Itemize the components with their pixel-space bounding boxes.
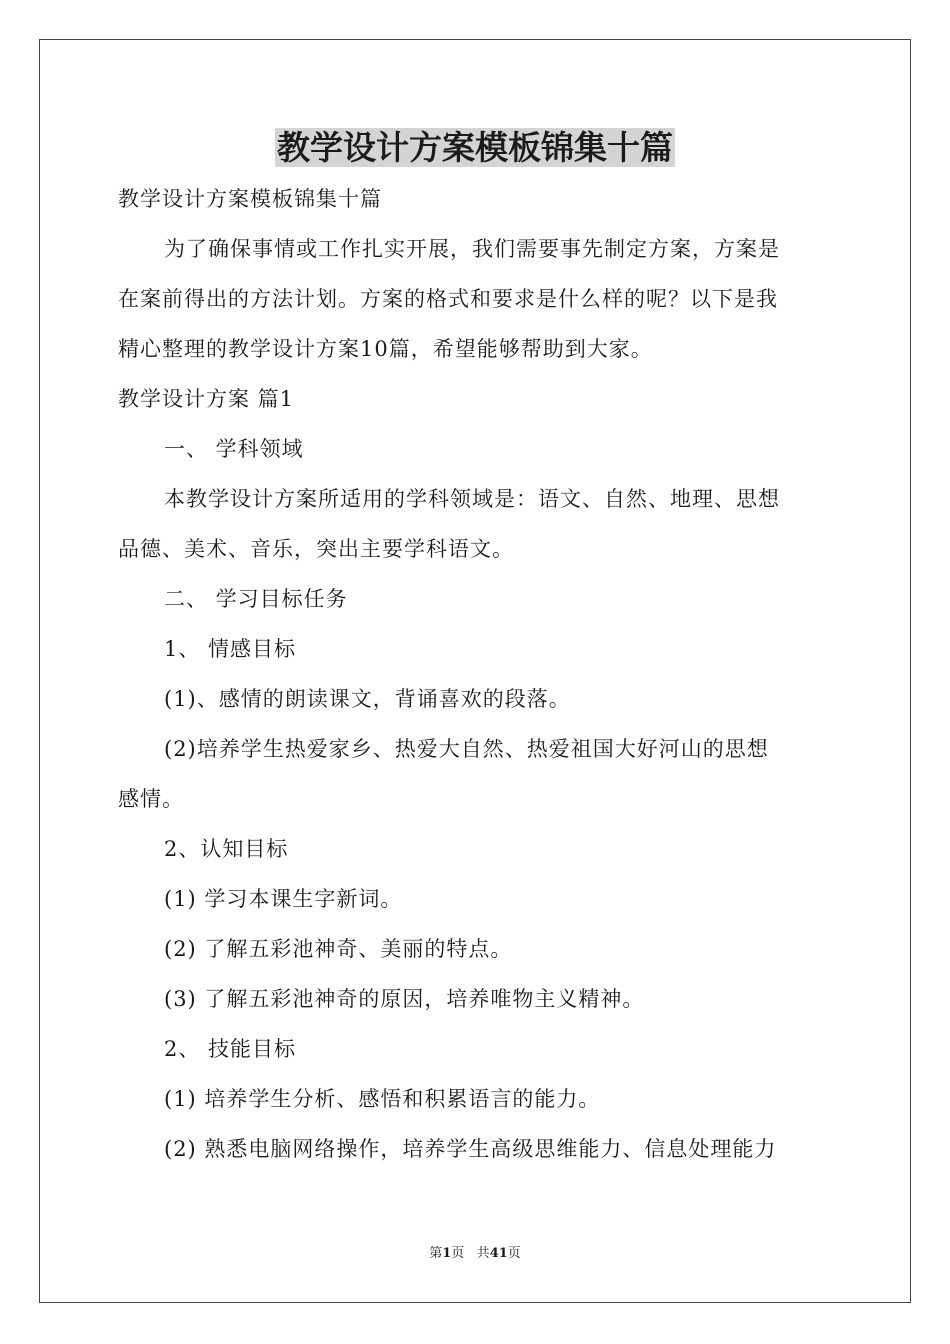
footer-total-prefix: 共 xyxy=(476,1246,490,1261)
heading-learning-goals: 二、 学习目标任务 xyxy=(164,587,348,611)
heading-skill-goals: 2、 技能目标 xyxy=(164,1037,297,1061)
heading-cognitive-goals: 2、认知目标 xyxy=(164,837,289,861)
list-item: (3) 了解五彩池神奇的原因，培养唯物主义精神。 xyxy=(164,987,645,1011)
footer-page-prefix: 第 xyxy=(429,1246,443,1261)
heading-subject-area: 一、 学科领域 xyxy=(164,437,304,461)
document-title-text: 教学设计方案模板锦集十篇 xyxy=(277,128,673,167)
list-item: (1) 学习本课生字新词。 xyxy=(164,887,403,911)
intro-line-2: 在案前得出的方法计划。方案的格式和要求是什么样的呢？以下是我 xyxy=(118,287,778,311)
paragraph-subject-line-2: 品德、美术、音乐，突出主要学科语文。 xyxy=(118,537,514,561)
list-item-continuation: 感情。 xyxy=(118,787,184,811)
document-title xyxy=(0,126,950,170)
subtitle-line: 教学设计方案模板锦集十篇 xyxy=(118,187,382,211)
footer-page-suffix: 页 xyxy=(451,1246,465,1261)
footer-page-number: 1 xyxy=(442,1246,452,1261)
footer-total-pages: 41 xyxy=(489,1246,508,1261)
section-heading: 教学设计方案 篇1 xyxy=(118,387,295,411)
intro-line-1: 为了确保事情或工作扎实开展，我们需要事先制定方案，方案是 xyxy=(164,237,780,261)
list-item: (2) 了解五彩池神奇、美丽的特点。 xyxy=(164,937,513,961)
footer-total-suffix: 页 xyxy=(507,1246,521,1261)
list-item: (2) 熟悉电脑网络操作，培养学生高级思维能力、信息处理能力 xyxy=(164,1137,777,1161)
list-item: (1) 培养学生分析、感悟和积累语言的能力。 xyxy=(164,1087,601,1111)
intro-line-3: 精心整理的教学设计方案10篇，希望能够帮助到大家。 xyxy=(118,337,653,361)
list-item: (2)培养学生热爱家乡、热爱大自然、热爱祖国大好河山的思想 xyxy=(164,737,769,761)
list-item: (1)、感情的朗读课文，背诵喜欢的段落。 xyxy=(164,687,571,711)
paragraph-subject-line-1: 本教学设计方案所适用的学科领域是：语文、自然、地理、思想 xyxy=(164,487,780,511)
heading-emotion-goals: 1、 情感目标 xyxy=(164,637,297,661)
page-footer xyxy=(0,1245,950,1263)
